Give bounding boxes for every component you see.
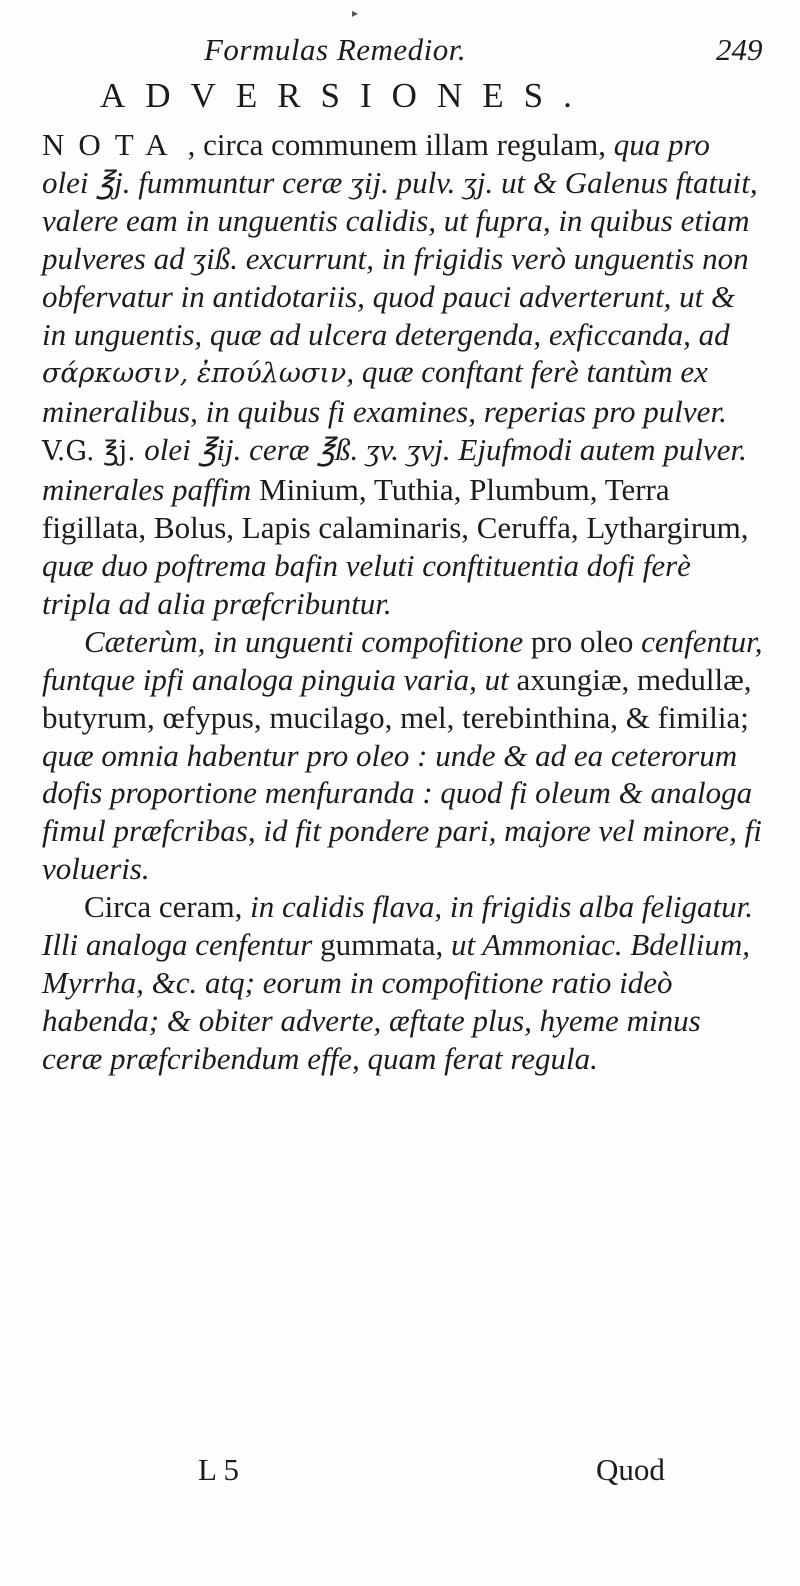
text-run: , quæ conftant ferè tantùm ex mineralibus, in quibus fi examines, reperias pro pulver. [42,354,727,430]
page-mark: ▸ [352,6,359,20]
text-run: gummata, [320,927,451,963]
signature-mark: L 5 [198,1452,240,1487]
text-run: cenfentur, funtque ipfi analoga pinguia varia, ut [42,623,763,697]
text-run: , circa communem illam regulam, [187,127,614,162]
text-run: qua pro olei ℥j. fummuntur ceræ ʒij. pulv. ʒj. ut & Galenus ftatuit, valere eam in unguentis calidis, ut fupra, in quibus etiam pulveres ad ʒiß. excurrunt, in frigidis verò unguentis non obfervatur in antidotariis, quod pauci adverterunt, ut & in unguentis, quæ ad ulcera detergenda, exficcanda, ad [42,127,758,352]
text-run: pro oleo [530,623,642,659]
text-run: σάρκωσιν, ἐπούλωσιν [42,358,347,390]
text-run: quæ omnia habentur pro oleo : unde & ad ea ceterorum dofis proportione menfuranda : quod fi oleum & analoga fimul præfcribas, id fit pondere pari, majore vel minore, fi volueris. [42,737,762,887]
page-footer [96,1452,736,1494]
text-run: quæ duo poftrema bafin veluti conftituentia dofi ferè tripla ad alia præfcribuntur. [42,547,691,621]
catchword: Quod [596,1452,665,1487]
running-head [190,22,763,72]
paragraph-1 [42,126,764,623]
text-run: in calidis flava, in frigidis alba feligatur. Illi analoga cenfentur [42,889,754,963]
text-run: Minium, Tuthia, Plumbum, Terra figillata, Bolus, Lapis calaminaris, Ceruffa, Lythargirum, [42,472,749,546]
text-run: NOTA [42,127,182,162]
page-number: 249 [716,32,763,67]
paragraph-3 [42,888,764,1078]
running-title: Formulas Remedior. [204,32,467,67]
text-run: V.G. ℥j. [42,436,145,468]
text-run: olei ℥ij. ceræ ℥ß. ʒv. ʒvj. Ejufmodi autem pulver. minerales paffim [42,432,747,508]
body-text [42,126,764,1078]
paragraph-2 [42,623,764,888]
text-run: ut Ammoniac. Bdellium, Myrrha, &c. atq; eorum in compofitione ratio ideò habenda; & obiter adverte, æftate plus, hyeme minus ceræ præfcribendum effe, quam ferat regula. [42,927,751,1076]
text-run: Circa ceram, [84,889,251,925]
text-run: axungiæ, medullæ, butyrum, œfypus, mucilago, mel, terebinthina, & fimilia; [42,661,752,735]
section-heading: ADVERSIONES. [100,76,592,115]
text-run: Cæterùm, in unguenti compofitione [84,623,531,659]
